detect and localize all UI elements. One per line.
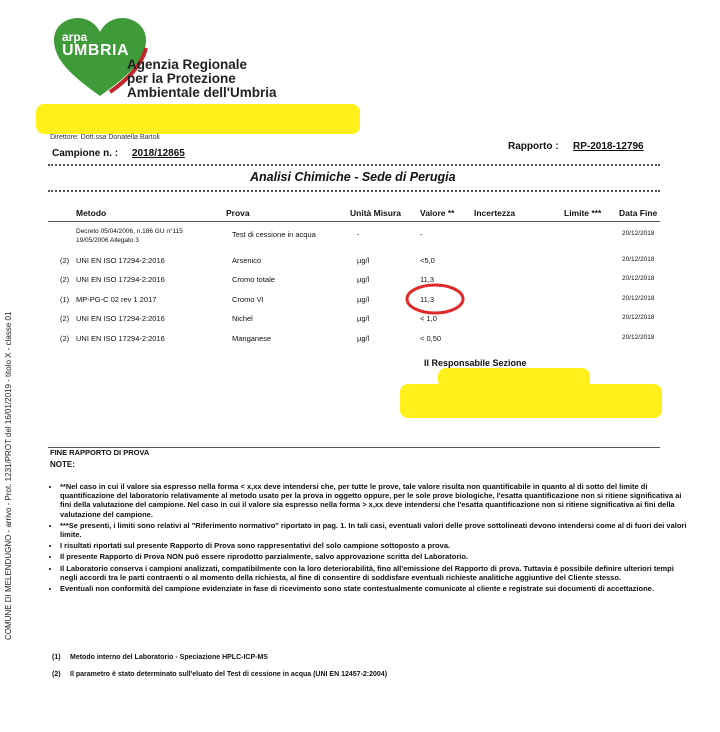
row-method: UNI EN ISO 17294-2:2016: [76, 256, 165, 265]
row-date: 20/12/2018: [622, 334, 655, 341]
row-ref: (2): [60, 275, 70, 284]
row-method: Decreto 05/04/2006, n.186 GU n°115 19/05/2006 Allegato 3: [76, 228, 183, 244]
row-ref: (2): [60, 334, 70, 343]
col-incertezza: Incertezza: [474, 208, 516, 218]
row-prova: Nichel: [232, 314, 253, 323]
row-date: 20/12/2018: [622, 314, 655, 321]
row-unit: µg/l: [357, 334, 370, 343]
row-unit: µg/l: [357, 275, 370, 284]
rapporto-value: RP-2018-12796: [573, 141, 644, 152]
row-unit: -: [357, 230, 360, 239]
section-title: Analisi Chimiche - Sede di Perugia: [250, 170, 456, 184]
director-line: Direttore: Dott.ssa Donatella Bartoli: [50, 134, 160, 141]
footnote-ref: (1): [52, 654, 61, 661]
row-date: 20/12/2018: [622, 295, 655, 302]
footnote-text: Il parametro è stato determinato sull'eluato del Test di cessione in acqua (UNI EN 12457-2:2004): [70, 671, 388, 678]
row-unit: µg/l: [357, 295, 370, 304]
rapporto-label: Rapporto :: [508, 141, 559, 152]
col-limite: Limite ***: [564, 208, 602, 218]
row-ref: (2): [60, 256, 70, 265]
note-item: • **Nel caso in cui il valore sia espresso nella forma < x,xx deve intendersi che, per tutte le prove, tale valore risulta non quantificabile in quanto al di sotto del limite di quantificazione del laboratorio relativamente al metodo usato per la prova in oggetto oppure, per le sole prove biologiche, l'esatta quantificazione non si ritiene significativa ai fini della valutazione del campione. Nel caso in cui il valore sia espresso nella forma > x,xx deve intendersi che l'esatta quantificazione non si ritiene significativa ai fini della valutazione del campione.: [60, 482, 688, 519]
row-value: < 0,50: [420, 334, 442, 343]
col-valore: Valore **: [420, 208, 455, 218]
redaction-highlight: [36, 104, 360, 134]
responsabile-label: Il Responsabile Sezione: [424, 358, 527, 368]
row-prova: Test di cessione in acqua: [232, 230, 316, 239]
row-method: UNI EN ISO 17294-2:2016: [76, 334, 165, 343]
fine-rapporto: FINE RAPPORTO DI PROVA: [50, 448, 150, 457]
col-prova: Prova: [226, 208, 250, 218]
logo-umbria-text: UMBRIA: [62, 42, 129, 59]
protocol-stamp: COMUNE DI MELENDUGNO - arrivo - Prot. 1231/PROT del 16/01/2019 - titolo X - classe 01: [4, 311, 13, 640]
agency-name: [127, 58, 277, 100]
footnote-ref: (2): [52, 671, 61, 678]
row-method: UNI EN ISO 17294-2:2016: [76, 314, 165, 323]
row-value: -: [420, 230, 423, 239]
row-ref: (1): [60, 295, 70, 304]
row-date: 20/12/2018: [622, 256, 655, 263]
col-metodo: Metodo: [76, 208, 107, 218]
row-method: UNI EN ISO 17294-2:2016: [76, 275, 165, 284]
note-item: • Eventuali non conformità del campione evidenziate in fase di ricevimento sono state contestualmente comunicate al cliente e registrate sui documenti di accettazione.: [60, 584, 688, 593]
note-item: • Il presente Rapporto di Prova NON può essere riprodotto parzialmente, salvo approvazione scritta del Laboratorio.: [60, 552, 688, 561]
col-unita: Unità Misura: [350, 208, 402, 218]
row-prova: Arsenico: [232, 256, 262, 265]
agency-line-3: Ambientale dell'Umbria: [127, 85, 277, 100]
note-item: • Il Laboratorio conserva i campioni analizzati, compatibilmente con la loro deteriorabilità, fino all'emissione del Rapporto di prova. Tuttavia è possibile definire ulteriori tempi negli accordi tra le parti contraenti o al momento della richiesta, al fine di consentire di soddisfare eventuali richieste analitiche aggiuntive del Cliente stesso.: [60, 564, 688, 582]
signature-redaction: [400, 384, 662, 418]
note-item: • ***Se presenti, i limiti sono relativi al "Riferimento normativo" riportato in pag. 1. In tali casi, eventuali valori delle prove sottolineati devono intendersi come al di fuori dei valori limite.: [60, 521, 688, 539]
row-unit: µg/l: [357, 314, 370, 323]
row-ref: (2): [60, 314, 70, 323]
row-value: 11,3: [420, 295, 435, 304]
agency-line-1: Agenzia Regionale: [127, 57, 248, 72]
row-prova: Cromo VI: [232, 295, 264, 304]
header-rule: [48, 221, 660, 222]
divider: [48, 164, 660, 166]
row-value: < 1,0: [420, 314, 437, 323]
red-circle-annotation: [404, 282, 466, 316]
agency-line-2: per la Protezione: [127, 71, 236, 86]
campione-value: 2018/12865: [132, 148, 185, 159]
row-prova: Cromo totale: [232, 275, 275, 284]
note-label: NOTE:: [50, 460, 75, 469]
notes-list: [48, 482, 688, 595]
row-prova: Manganese: [232, 334, 272, 343]
row-date: 20/12/2018: [622, 275, 655, 282]
campione-label: Campione n. :: [52, 148, 119, 159]
row-method: MP-PG-C 02 rev 1 2017: [76, 295, 157, 304]
row-value: <5,0: [420, 256, 435, 265]
row-date: 20/12/2018: [622, 230, 655, 237]
note-item: • I risultati riportati sul presente Rapporto di Prova sono rappresentativi del solo campione sottoposto a prova.: [60, 541, 688, 550]
col-data-fine: Data Fine: [619, 208, 658, 218]
divider: [48, 190, 660, 192]
footnote-text: Metodo interno del Laboratorio - Speciazione HPLC-ICP-MS: [70, 654, 268, 661]
row-value: 11,3: [420, 275, 435, 284]
logo-arpa-text: arpa: [62, 30, 88, 44]
row-unit: µg/l: [357, 256, 370, 265]
